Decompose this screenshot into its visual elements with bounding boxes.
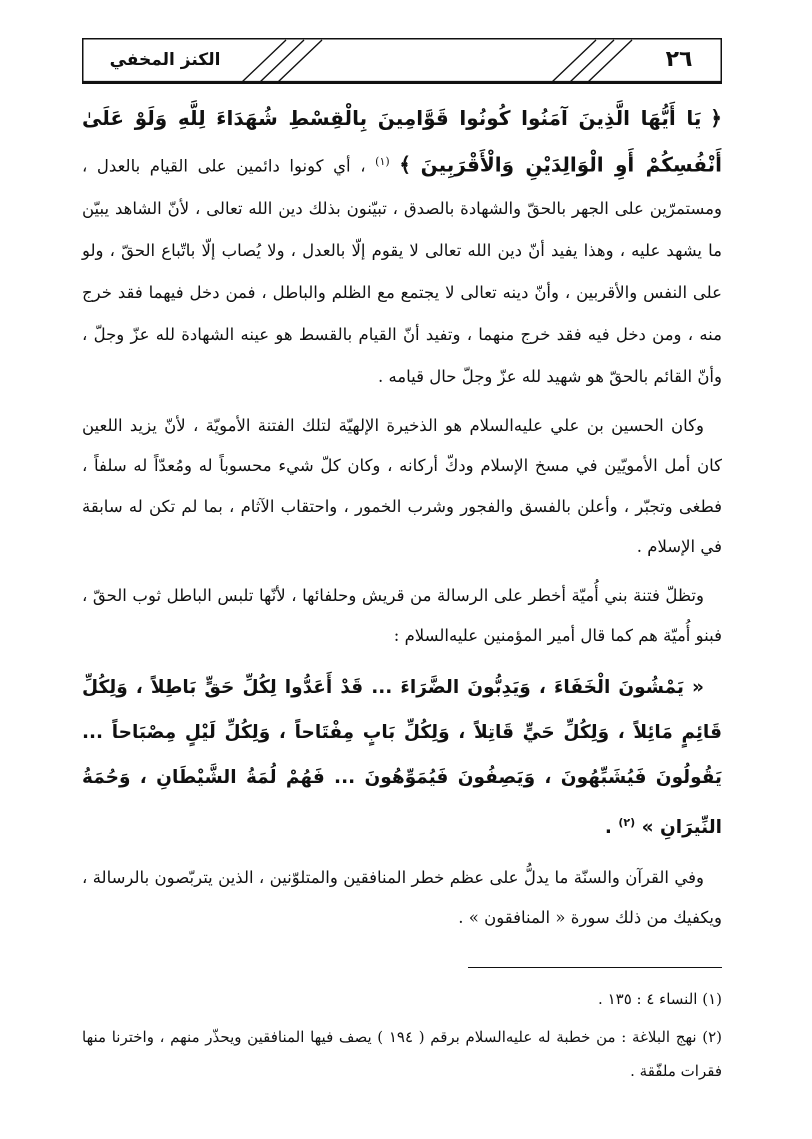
page-header [82,38,722,84]
paragraph-2: وكان الحسين بن علي عليه‌السلام هو الذخيرة الإلهيّة لتلك الفتنة الأمويّة ، لأنّ يزيد اللعين كان أمل الأمويّين في مسخ الإسلام ودكّ أركانه ، وكان كلّ شيء محسوباً له ومُعدّاً له سلفاً ، فطغى وتجبّر ، وأعلن بالفسق والفجور وشرب الخمور ، واحتقاب الآثام ، بما لم تكن له سابقة في الإسلام . [82,415,722,556]
nahj-quote [82,665,722,850]
verse-close-bracket: ﴾ [399,152,411,177]
book-title: الكنز المخفي [109,50,221,70]
quote-text: « يَمْشُونَ الْخَفَاءَ ، وَيَدِبُّونَ الضَّرَاءَ ... قَدْ أَعَدُّوا لِكُلِّ حَقٍّ بَاطِلاً ، وَلِكُلِّ قَائِمٍ مَائِلاً ، وَلِكُلِّ حَيٍّ قَاتِلاً ، وَلِكُلِّ بَابٍ مِفْتَاحاً ، وَلِكُلِّ لَيْلٍ مِصْبَاحاً ... يَقُولُونَ فَيُشَبِّهُونَ ، وَيَصِفُونَ فَيُمَوِّهُونَ ... فَهُمْ لُمَةُ الشَّيْطَانِ ، وَحُمَةُ النِّيرَانِ » [82,676,722,838]
paragraph-1-text: ، أي كونوا دائمين على القيام بالعدل ، ومستمرّين على الجهر بالحقّ والشهادة بالصدق ، تبيّنون بذلك دين الله تعالى ، لأنّ الشاهد يبيّن ما يشهد عليه ، وهذا يفيد أنّ دين الله تعالى لا يقوم إلّا بالعدل ، ولا يُصاب إلّا باتّباع الحقّ ، ولو على النفس والأقربين ، وأنّ دينه تعالى لا يجتمع مع الظلم والباطل ، فمن دخل فيهما فقد خرج منه ، ومن دخل فيه فقد خرج منهما ، وتفيد أنّ القيام بالقسط هو عينه الشهادة لله عزّ وجلّ ، وأنّ القائم بالحقّ هو شهيد لله عزّ وجلّ حال قيامه . [82,156,722,386]
verse-open-bracket: ﴿ [710,106,722,130]
footnotes [82,982,722,1092]
footnote-divider [468,967,722,968]
main-text [82,96,722,947]
quran-verse: يَا أَيُّهَا الَّذِينَ آمَنُوا كُونُوا قَوَّامِينَ بِالْقِسْطِ شُهَدَاءَ لِلَّهِ وَلَوْ عَلَىٰ أَنْفُسِكُمْ أَوِ الْوَالِدَيْنِ وَالْأَقْرَبِينَ [82,106,723,177]
paragraph-3: وتظلّ فتنة بني أُميّة أخطر على الرسالة من قريش وحلفائها ، لأنّها تلبس الباطل ثوب الحقّ ، فبنو أُميّة هم كما قال أمير المؤمنين عليه‌السلام : [82,585,722,645]
footnote-2: (٢) نهج البلاغة : من خطبة له عليه‌السلام برقم ( ١٩٤ ) يصف فيها المنافقين ويحذّر منهم ، واخترنا منها فقرات ملفّقة . [82,1028,722,1080]
footnote-ref-2: (٢) [618,815,636,829]
footnote-1: (١) النساء ٤ : ١٣٥ . [598,990,722,1008]
footnote-ref-1: (١) [375,155,390,168]
paragraph-4: وفي القرآن والسنّة ما يدلُّ على عظم خطر المنافقين والمتلوّنين ، الذين يتربّصون بالرسالة ، ويكفيك من ذلك سورة « المنافقون » . [82,867,722,928]
quote-end: . [604,816,612,838]
paragraph-verse [82,96,722,398]
page-number: ٢٦ [665,47,693,72]
